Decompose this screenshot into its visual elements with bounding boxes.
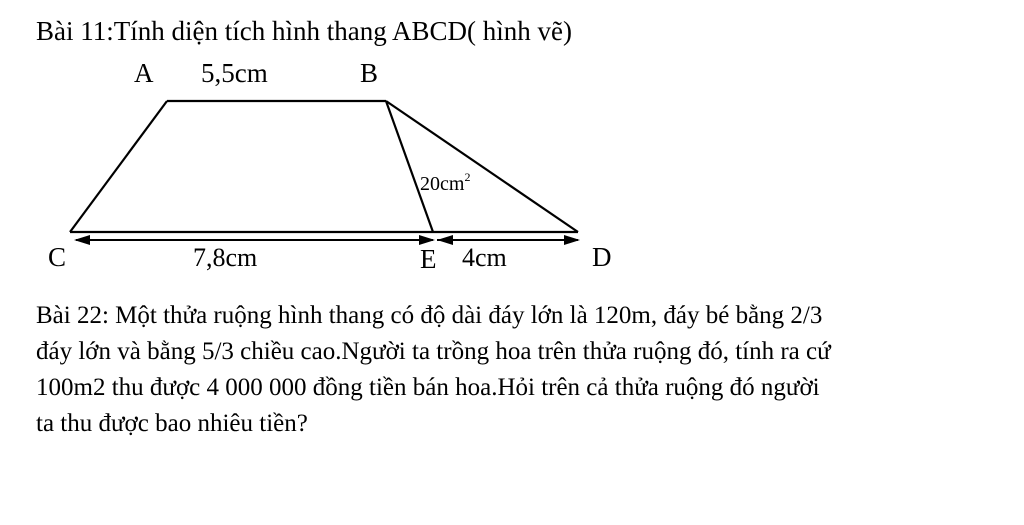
vertex-label-a: A bbox=[134, 58, 154, 88]
area-label-bed bbox=[420, 170, 470, 195]
measure-ed: 4cm bbox=[462, 243, 507, 272]
measure-ab: 5,5cm bbox=[201, 58, 268, 88]
segment-be bbox=[386, 101, 433, 232]
problem-2-line: Bài 22: Một thửa ruộng hình thang có độ dài đáy lớn là 120m, đáy bé bằng 2/3 bbox=[36, 302, 823, 329]
arrow-e-right-head bbox=[437, 235, 453, 245]
arrow-c-head bbox=[74, 235, 90, 245]
problem-2-line: ta thu được bao nhiêu tiền? bbox=[36, 410, 308, 437]
vertex-label-c: C bbox=[48, 242, 67, 272]
measure-ce: 7,8cm bbox=[193, 243, 258, 272]
vertex-label-e: E bbox=[420, 244, 437, 274]
arrow-d-head bbox=[564, 235, 580, 245]
side-bd bbox=[386, 101, 578, 232]
problem-2-line: đáy lớn và bằng 5/3 chiều cao.Người ta trồng hoa trên thửa ruộng đó, tính ra cứ bbox=[36, 338, 831, 365]
problem-2-text bbox=[36, 298, 1021, 442]
vertex-label-d: D bbox=[592, 242, 612, 272]
problem-1-title: Bài 11:Tính diện tích hình thang ABCD( hình vẽ) bbox=[36, 16, 572, 46]
vertex-label-b: B bbox=[360, 58, 379, 88]
area-unit-exponent: 2 bbox=[464, 170, 471, 184]
side-ac bbox=[70, 101, 167, 232]
problem-2-line: 100m2 thu được 4 000 000 đồng tiền bán hoa.Hỏi trên cả thửa ruộng đó người bbox=[36, 374, 820, 401]
area-value: 20cm bbox=[420, 173, 465, 195]
